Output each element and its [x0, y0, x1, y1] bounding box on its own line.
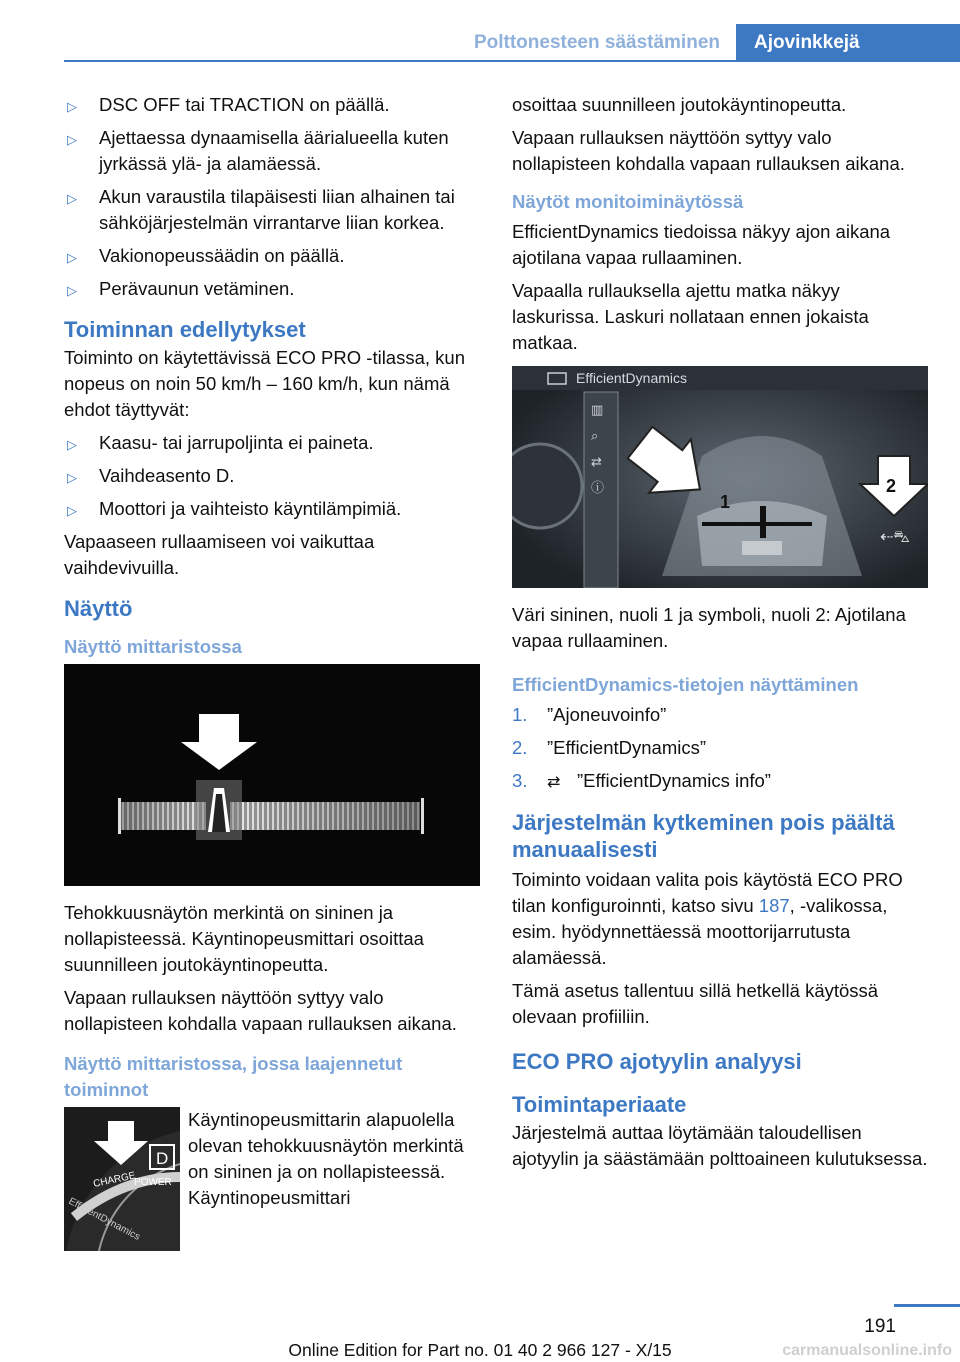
paragraph-conditions: Toiminto on käytettävissä ECO PRO -tilassa, kun nopeus on noin 50 km/h – 160 km/h, kun nämä ehdot täyttyvät:	[64, 347, 465, 420]
brand-label: EfficientDynamics	[66, 1195, 142, 1243]
paragraph-cluster-1: Tehokkuusnäytön merkintä on sininen ja nollapisteessä. Käyntinopeusmittari osoittaa suunnilleen joutokäyntinopeutta.	[64, 902, 424, 975]
power-label: POWER	[134, 1177, 172, 1188]
paragraph-cluster-2: Vapaan rullauksen näyttöön syttyy valo nollapisteen kohdalla vapaan rullauksen aikana.	[64, 987, 457, 1034]
list-item: ▷ DSC OFF tai TRACTION on päällä.	[64, 92, 480, 118]
coasting-menu-icon: ⇄	[591, 455, 602, 470]
paragraph-extended: Käyntinopeusmittarin alapuolella olevan tehokkuusnäytön merkintä on sininen ja on nollapisteessä. Käyntinopeusmittari	[188, 1109, 464, 1208]
coasting-marker	[702, 522, 812, 526]
page-header	[64, 24, 960, 62]
left-column	[64, 92, 480, 1243]
efficiency-display-image	[64, 664, 480, 886]
heading-eco-pro-analysis: ECO PRO ajotyylin analyysi	[512, 1049, 802, 1074]
paragraph-multi-2: Vapaalla rullauksella ajettu matka näkyy laskurissa. Laskuri nollataan ennen jokaista matkaa.	[512, 280, 869, 353]
list-item: ▷ Perävaunun vetäminen.	[64, 276, 480, 302]
efficientdynamics-screen-illustration	[512, 366, 928, 588]
heading-show-info: EfficientDynamics-tietojen näyttäminen	[512, 674, 859, 695]
list-item: 3. ⇄ ”EfficientDynamics info”	[512, 768, 928, 795]
triangle-bullet-icon: ▷	[67, 503, 77, 518]
list-item: ▷ Ajettaessa dynaamisella äärialueella kuten jyrkässä ylä- ja alamäessä.	[67, 127, 449, 174]
right-column	[512, 92, 928, 1179]
coasting-symbol-icon: ⇠⛍	[880, 527, 910, 546]
bullet-list-conditions-off	[64, 92, 480, 302]
footer-rule	[894, 1304, 960, 1307]
header-rule	[64, 60, 960, 62]
screen-title: EfficientDynamics	[576, 370, 688, 386]
header-section-title: Polttonesteen säästäminen	[473, 32, 720, 53]
efficientdynamics-screen-image	[512, 366, 928, 588]
heading-principle: Toimintaperiaate	[512, 1092, 687, 1117]
paragraph-profile: Tämä asetus tallentuu sillä hetkellä käytössä olevaan profiiliin.	[512, 980, 879, 1027]
footer-edition: Online Edition for Part no. 01 40 2 966 127 - X/15	[288, 1340, 672, 1360]
triangle-bullet-icon: ▷	[67, 191, 77, 206]
paragraph-continuation: osoittaa suunnilleen joutokäyntinopeutta.	[512, 94, 847, 115]
heading-multifunction-display: Näytöt monitoiminäytössä	[512, 191, 744, 212]
list-item: ▷ Moottori ja vaihteisto käyntilämpimiä.	[64, 496, 480, 522]
list-item: ▷ Kaasu- tai jarrupoljinta ei paineta.	[64, 430, 480, 456]
paragraph-light: Vapaan rullauksen näyttöön syttyy valo nollapisteen kohdalla vapaan rullauksen aikana.	[512, 127, 905, 174]
down-arrow-icon	[181, 714, 257, 770]
list-item: ▷ Vaihdeasento D.	[64, 463, 480, 489]
page-number: 191	[864, 1316, 896, 1337]
triangle-bullet-icon: ▷	[67, 250, 77, 265]
arrow-2-label: 2	[886, 476, 897, 496]
charge-label: CHARGE	[92, 1170, 137, 1190]
arrow-1-label: 1	[720, 492, 731, 512]
paragraph-gears: Vapaaseen rullaamiseen voi vaikuttaa vaihdevivuilla.	[64, 531, 375, 578]
header-chapter-tab: Ajovinkkejä	[736, 24, 960, 62]
paragraph-principle: Järjestelmä auttaa löytämään taloudellisen ajotyylin ja säästämään polttoaineen kulutuksessa.	[512, 1122, 928, 1169]
list-item: 2. ”EfficientDynamics”	[512, 737, 707, 758]
paragraph-multi-1: EfficientDynamics tiedoissa näkyy ajon aikana ajotilana vapaa rullaaminen.	[512, 221, 891, 268]
triangle-bullet-icon: ▷	[67, 470, 77, 485]
extended-display-block	[64, 1107, 480, 1243]
charge-power-gauge-image	[64, 1107, 180, 1251]
heading-extended-display: Näyttö mittaristossa, jossa laajennetut toiminnot	[64, 1053, 403, 1100]
gear-indicator: D	[156, 1149, 169, 1168]
triangle-bullet-icon: ▷	[67, 437, 77, 452]
bullet-list-conditions	[64, 430, 480, 522]
triangle-bullet-icon: ▷	[67, 283, 77, 298]
image-caption: Väri sininen, nuoli 1 ja symboli, nuoli 2: Ajotilana vapaa rullaaminen.	[512, 604, 906, 651]
chart-menu-icon: ▥	[591, 403, 604, 418]
heading-manual-off: Järjestelmän kytkeminen pois päältä manuaalisesti	[512, 810, 895, 862]
heading-cluster-display: Näyttö mittaristossa	[64, 636, 242, 657]
list-item: 1. ”Ajoneuvoinfo”	[512, 704, 667, 725]
page-reference-link[interactable]: 187	[758, 895, 790, 916]
coasting-menu-icon: ⇄	[547, 772, 561, 791]
search-menu-icon: ⌕	[591, 429, 599, 444]
list-item: ▷ Vakionopeussäädin on päällä.	[64, 243, 480, 269]
list-item: ▷ Akun varaustila tilapäisesti liian alhainen tai sähköjärjestelmän virrantarve liian korkea.	[67, 186, 455, 233]
triangle-bullet-icon: ▷	[67, 99, 77, 114]
watermark: carmanualsonline.info	[782, 1342, 952, 1359]
gauge-illustration	[64, 1107, 180, 1251]
efficiency-bar-illustration	[64, 664, 480, 886]
heading-display: Näyttö	[64, 596, 133, 621]
triangle-bullet-icon: ▷	[67, 132, 77, 147]
heading-conditions: Toiminnan edellytykset	[64, 317, 306, 342]
info-menu-icon: ⓘ	[591, 481, 605, 496]
steps-list	[512, 702, 928, 795]
paragraph-manual-off: Toiminto voidaan valita pois käytöstä ECO PRO tilan konfiguroinnti, katso sivu 187, -valikossa, esim. hyödynnettäessä moottorijarrutusta alamäessä.	[512, 869, 903, 968]
